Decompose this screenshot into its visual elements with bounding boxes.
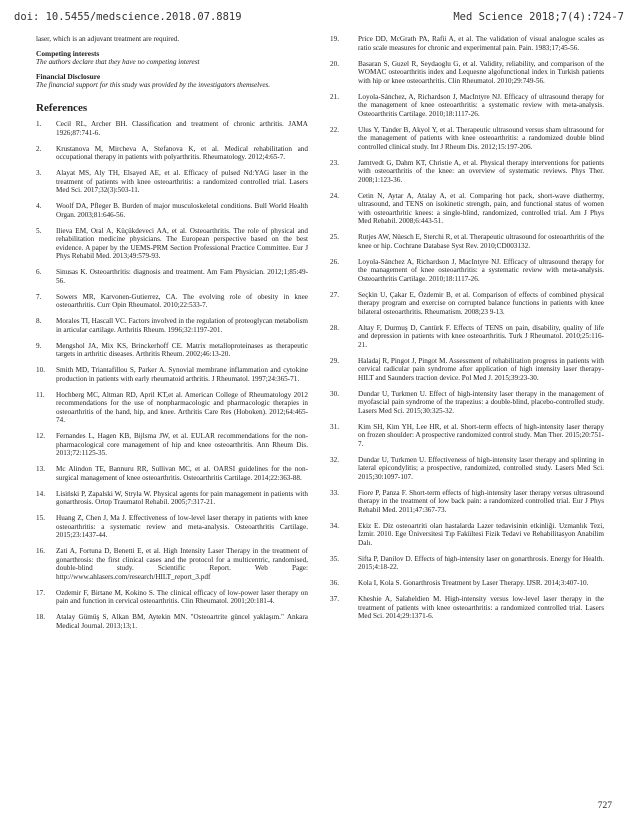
- reference-item: [330, 233, 604, 250]
- reference-text: Woolf DA, Pfleger B. Burden of major musculoskeletal conditions. Bull World Health Organ. 2003;81:646-56.: [56, 202, 308, 219]
- reference-item: [330, 423, 604, 449]
- reference-number: 32.: [330, 455, 339, 464]
- reference-text: Hochberg MC, Altman RD, April KT,et al. American College of Rheumatology 2012 recommendations for the use of nonpharmacologic and pharmacologic therapies in osteoarthritis of the hand, hip, and knee. Arthritis Care Res (Hoboken). 2012;64:465-74.: [56, 390, 308, 424]
- reference-number: 5.: [36, 226, 42, 235]
- reference-text: Ilieva EM, Oral A, Küçükdeveci AA, et al. Osteoarthritis. The role of physical and rehabilitation medicine physicians. The European perspective based on the best evidence. A paper by the UEMS-PRM Section Professional Practice Committee. Eur J Phys Rehabil Med. 2013;49:579-93.: [56, 226, 308, 260]
- reference-text: Sinusas K. Osteoarthritis: diagnosis and treatment. Am Fam Physician. 2012;1;85:49-56.: [56, 268, 308, 285]
- reference-text: Haladaj R, Pingot J, Pingot M. Assessment of rehabilitation progress in patients with cervical radicular pain syndrome after application of high intensity laser therapy-HILT and Saunders traction device. Pol Med J. 2015;39:23-30.: [358, 356, 604, 382]
- body-continuation: laser, which is an adjuvant treatment are required.: [36, 35, 180, 43]
- journal-citation: Med Science 2018;7(4):724-7: [453, 11, 624, 23]
- reference-item: [330, 60, 604, 86]
- reference-item: [330, 579, 604, 588]
- reference-text: Fiore P, Panza F. Short-term effects of high-intensity laser therapy versus ultrasound therapy in the treatment of low back pain: a randomized controlled trial. Eur J Phys Rehabil Med. 2011;47:367-73.: [358, 488, 604, 514]
- reference-item: [36, 268, 308, 285]
- reference-item: [36, 145, 308, 162]
- reference-number: 11.: [36, 390, 45, 399]
- reference-item: [330, 357, 604, 383]
- reference-item: [36, 342, 308, 359]
- reference-number: 18.: [36, 613, 45, 621]
- reference-item: [36, 202, 308, 219]
- financial-disclosure-text: The financial support for this study was provided by the investigators themselves.: [36, 81, 271, 89]
- reference-text: Altay F, Durmuş D, Cantürk F. Effects of TENS on pain, disability, quality of life and depression in patients with knee osteoarthritis. Turk J Rheumatol. 2010;25:116-21.: [358, 323, 604, 349]
- reference-number: 12.: [36, 432, 45, 440]
- reference-text: Sifta P, Danilov D. Effects of high-intensity laser on gonarthrosis. Energy for Health. 2015;4:18-22.: [358, 554, 604, 571]
- reference-text: Smith MD, Triantafillou S, Parker A. Synovial membrane inflammation and cytokine production in patients with early rheumatoid arthritis. J Rheumatol. 1997;24:365-71.: [56, 366, 308, 383]
- reference-number: 21.: [330, 92, 339, 101]
- reference-number: 26.: [330, 257, 339, 266]
- reference-text: Mc Alindon TE, Bannuru RR, Sullivan MC, et al. OARSI guidelines for the non-surgical management of knee osteoarthritis. Osteoarthritis Cartilage. 2014;22:363-88.: [56, 465, 308, 482]
- reference-item: [330, 390, 604, 416]
- reference-number: 36.: [330, 579, 339, 587]
- reference-number: 28.: [330, 323, 339, 332]
- reference-text: Jamtvedt G, Dahm KT, Christie A, et al. Physical therapy interventions for patients with osteoarthritis of the knee: an overview of systematic reviews. Phys Ther. 2008;1:123-36.: [358, 158, 604, 184]
- reference-item: [330, 291, 604, 317]
- reference-text: Fernandes L, Hagen KB, Bijlsma JW, et al. EULAR recommendations for the non-pharmacological core management of hip and knee osteoarthritis. Ann Rheum Dis. 2013;72:1125-35.: [56, 432, 308, 457]
- reference-item: [330, 522, 604, 548]
- financial-disclosure-heading: Financial Disclosure: [36, 71, 101, 81]
- reference-number: 16.: [36, 547, 45, 555]
- reference-number: 14.: [36, 489, 45, 498]
- right-column: [330, 35, 604, 628]
- reference-text: Seçkin U, Çakar E, Özdemir B, et al. Comparison of effects of combined physical therapy program and exercise on corrupted balance functions in patients with knee bilateral osteoarthritis. Rheumatism. 2008;23 9-13.: [358, 290, 604, 316]
- reference-number: 37.: [330, 595, 339, 603]
- reference-item: [330, 324, 604, 350]
- reference-number: 20.: [330, 59, 339, 68]
- reference-number: 31.: [330, 422, 339, 431]
- reference-item: [330, 93, 604, 119]
- reference-number: 9.: [36, 341, 42, 350]
- reference-number: 7.: [36, 292, 42, 301]
- reference-item: [330, 159, 604, 185]
- reference-item: [330, 192, 604, 226]
- reference-number: 27.: [330, 290, 339, 299]
- reference-text: Kim SH, Kim YH, Lee HR, et al. Short-term effects of high-intensity laser therapy on frozen shoulder: A prospective randomized control study. Man Ther. 2015;20:751-7.: [358, 422, 604, 448]
- left-column: [36, 35, 308, 638]
- reference-number: 30.: [330, 389, 339, 398]
- reference-number: 3.: [36, 169, 42, 177]
- reference-item: [36, 613, 308, 630]
- reference-item: [330, 555, 604, 572]
- reference-text: Kola I, Kola S. Gonarthrosis Treatment by Laser Therapy. IJSR. 2014;3:407-10.: [358, 579, 589, 587]
- competing-interests-text: The authors declare that they have no competing interest: [36, 58, 200, 66]
- reference-text: Ozdemir F, Birtane M, Kokino S. The clinical efficacy of low-power laser therapy on pain and function in cervical osteoarthritis. Clin Rheumatol. 2001;20:181-4.: [56, 588, 308, 605]
- reference-number: 34.: [330, 521, 339, 530]
- running-header: [14, 11, 624, 27]
- reference-number: 33.: [330, 488, 339, 497]
- reference-list-right: [330, 35, 604, 621]
- competing-interests-heading: Competing interests: [36, 48, 100, 58]
- reference-item: [330, 35, 604, 52]
- reference-number: 13.: [36, 465, 45, 473]
- reference-item: [330, 595, 604, 621]
- reference-number: 4.: [36, 202, 42, 210]
- reference-text: Kheshie A, Salaheldien M. High-intensity versus low-level laser therapy in the treatment of patients with knee osteoarthritis: a randomized controlled trial. Lasers Med Sci. 2014;29:1371-6.: [358, 595, 604, 620]
- reference-number: 35.: [330, 554, 339, 563]
- reference-item: [330, 126, 604, 152]
- reference-text: Ekiz E. Diz osteoartriti olan hastalarda Lazer tedavisinin etkinliği. Uzmanlık Tezi, İzmir. 2010. Ege Üniversitesi Tıp Fakültesi Fizik Tedavi ve Rehabilitasyon Anabilim Dalı.: [358, 521, 604, 547]
- reference-item: [36, 432, 308, 458]
- reference-text: Lisiński P, Zapalski W, Stryła W. Physical agents for pain management in patients with gonarthrosis. Ortop Traumatol Rehabil. 2005;7:317-21.: [56, 489, 308, 506]
- reference-number: 25.: [330, 233, 339, 241]
- reference-item: [36, 227, 308, 261]
- reference-number: 15.: [36, 514, 45, 522]
- reference-text: Sowers MR, Karvonen-Gutierrez, CA. The evolving role of obesity in knee osteoarthritis. Curr Opin Rheumatol. 2010;22:533-7.: [56, 292, 308, 309]
- reference-text: Loyola-Sánchez, A, Richardson J, MacIntyre NJ. Efficacy of ultrasound therapy for the management of knee osteoarthritis: a systematic review with meta-analysis. Osteoarthritis Cartilage. 2010;18:1117-26.: [358, 92, 604, 118]
- reference-number: 8.: [36, 317, 42, 325]
- reference-number: 6.: [36, 268, 42, 276]
- reference-number: 17.: [36, 588, 45, 597]
- doi-text: doi: 10.5455/medscience.2018.07.8819: [14, 11, 242, 23]
- reference-text: Dundar U, Turkmen U. Effectiveness of high-intensity laser therapy and splinting in lateral epicondylitis; a prospective, randomized, controlled study. Lasers Med Sci. 2015;30:1097-107.: [358, 455, 604, 481]
- reference-item: [36, 490, 308, 507]
- reference-list-left: [36, 120, 308, 630]
- reference-number: 22.: [330, 125, 339, 134]
- reference-text: Ulus Y, Tander B, Akyol Y, et al. Therapeutic ultrasound versus sham ultrasound for the management of patients with knee osteoarthritis: a randomized double blind controlled clinical study. Int J Rheum Dis. 2012;15:197-206.: [358, 125, 604, 151]
- reference-text: Price DD, McGrath PA, Rafii A, et al. The validation of visual analogue scales as ratio scale measures for chronic and experimental pain. Pain. 1983;17;45-56.: [358, 35, 604, 52]
- reference-number: 24.: [330, 191, 339, 200]
- reference-text: Mengshol JA, Mix KS, Brinckerhoff CE. Matrix metalloproteinases as therapeutic targets in arthritic diseases. Arthritis Rheum. 2002;46:13-20.: [56, 341, 308, 358]
- reference-number: 2.: [36, 144, 42, 153]
- references-title: References: [36, 101, 88, 114]
- reference-number: 19.: [330, 35, 339, 43]
- reference-text: Rutjes AW, Nüesch E, Sterchi R, et al. Therapeutic ultrasound for osteoarthritis of the knee or hip. Cochrane Database Syst Rev. 2010;CD003132.: [358, 233, 604, 250]
- reference-number: 10.: [36, 366, 45, 374]
- reference-number: 1.: [36, 120, 42, 128]
- reference-item: [36, 589, 308, 606]
- reference-text: Cetin N, Aytar A, Atalay A, et al. Comparing hot pack, short-wave diathermy, ultrasound, and TENS on isokinetic strength, pain, and functional status of women with osteoarthritic knees: a single-blind, randomized, controlled trial. Am J Phys Med Rehabil. 2008;6:443-51.: [358, 191, 604, 225]
- page-number: 727: [597, 801, 612, 811]
- reference-item: [36, 391, 308, 425]
- reference-item: [330, 489, 604, 515]
- reference-item: [330, 258, 604, 284]
- reference-item: [36, 547, 308, 581]
- reference-item: [36, 317, 308, 334]
- reference-text: Atalay Gümüş S, Alkan BM, Aytekin MN. "Osteoartrite güncel yaklaşım." Ankara Medical Journal. 2013;13;1.: [56, 613, 308, 630]
- reference-number: 29.: [330, 356, 339, 365]
- reference-text: Dundar U, Turkmen U. Effect of high-intensity laser therapy in the management of myofascial pain syndrome of the trapezius: a double-blind, placebo-controlled study. Lasers Med Sci. 2015;30:325-32.: [358, 389, 604, 415]
- reference-text: Krustanova M, Mircheva A, Stefanova K, et al. Medical rehabilitation and occupational therapy in patients with polyarthritis. Rheumatology. 2012;4:65-7.: [56, 144, 308, 161]
- reference-item: [36, 293, 308, 310]
- reference-text: Zati A, Fortuna D, Benetti E, et al. High Intensity Laser Therapy in the treatment of gonarthrosis: the first clinical cases and the protocol for a multicentric, randomised, double-blind study. Scientific Report. Web Page: http://www.ahlasers.com/research/HILT_report_3.pdf: [56, 547, 308, 581]
- reference-text: Basaran S, Guzel R, Seydaoglu G, et al. Validity, reliability, and comparison of the WOMAC osteoarthritis index and Lequesne algofunctional index in Turkish patients with hip or knee osteoarthritis. Clin Rheumatol. 2010;29:749-56.: [358, 59, 604, 85]
- reference-item: [36, 169, 308, 195]
- reference-item: [36, 366, 308, 383]
- reference-item: [36, 514, 308, 540]
- reference-item: [36, 120, 308, 137]
- reference-text: Cecil RL, Archer BH. Classification and treatment of chronic arthritis. JAMA 1926;87:741-6.: [56, 120, 308, 137]
- reference-text: Huang Z, Chen J, Ma J. Effectiveness of low-level laser therapy in patients with knee osteoarthritis: a systematic review and meta-analysis. Osteoarthritis Cartilage. 2015;23:1437-44.: [56, 514, 308, 539]
- reference-text: Loyola-Sánchez A, Richardson J, MacIntyre NJ. Efficacy of ultrasound therapy for the management of knee osteoarthritis: a systematic review with meta-analysis. Osteoarthritis Cartilage. 2010;18:1117-26.: [358, 257, 604, 283]
- reference-text: Alayat MS, Aly TH, Elsayed AE, et al. Efficacy of pulsed Nd:YAG laser in the treatment of patients with knee osteoarthritis: a randomized controlled trial. Lasers Med Sci. 2017;32(3):503-11.: [56, 169, 308, 194]
- reference-item: [330, 456, 604, 482]
- reference-item: [36, 465, 308, 482]
- reference-text: Morales TI, Hascall VC. Factors involved in the regulation of proteoglycan metabolism in articular cartilage. Arthritis Rheum. 1996;32:1197-201.: [56, 317, 308, 334]
- reference-number: 23.: [330, 158, 339, 167]
